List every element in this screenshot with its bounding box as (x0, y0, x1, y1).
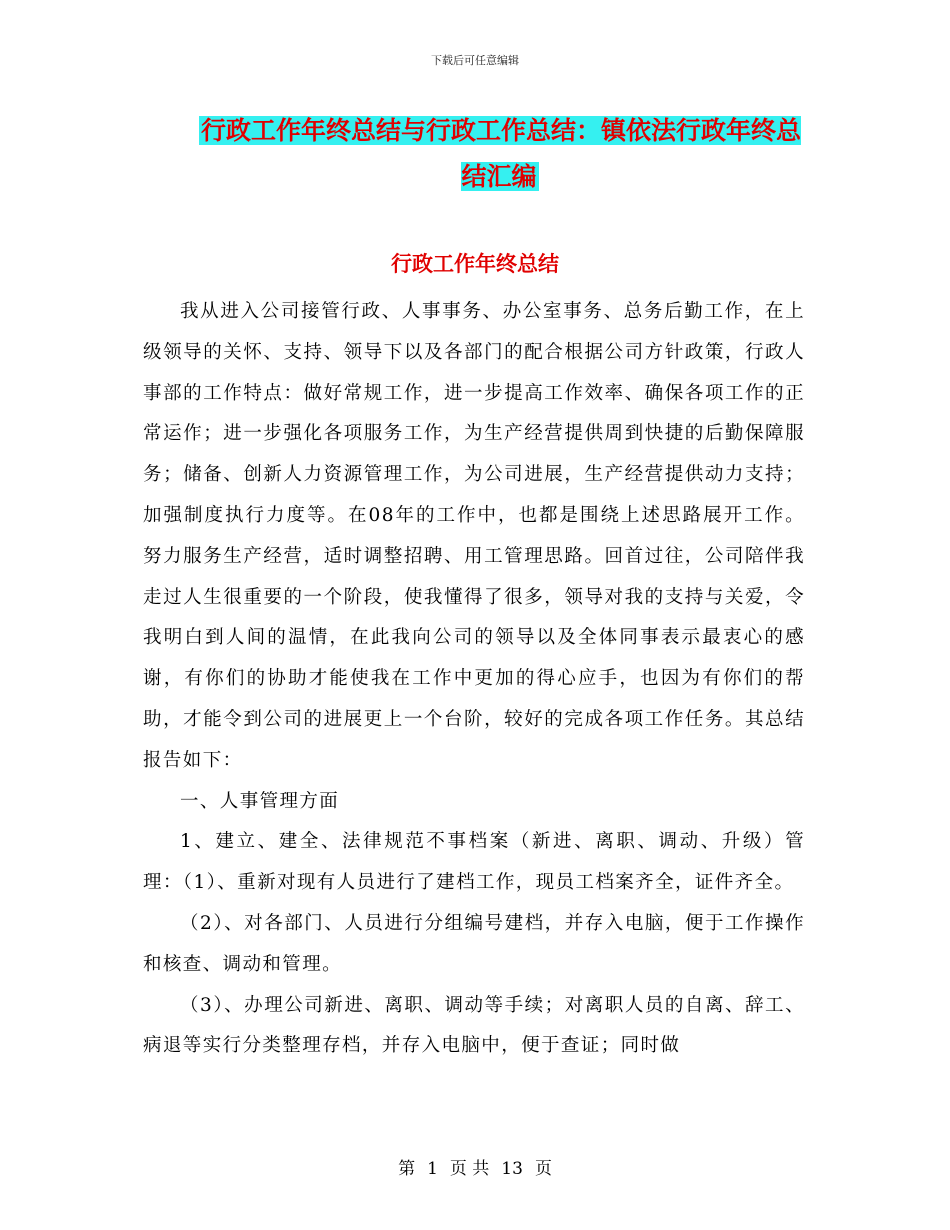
footer-middle: 页 共 (449, 1159, 490, 1179)
section-heading-hr: 一、人事管理方面 (180, 790, 340, 812)
section-title: 行政工作年终总结 (391, 252, 559, 276)
document-title (190, 108, 810, 200)
footer-total-pages: 13 (501, 1159, 523, 1179)
paragraph-item-1: 1、建立、建全、法律规范不事档案（新进、离职、调动、升级）管理：（1）、重新对现有人员进行了建档工作，现员工档案齐全，证件齐全。 (143, 831, 805, 894)
document-body (143, 292, 805, 1067)
footer-suffix: 页 (534, 1159, 552, 1179)
page-header-note: 下载后可任意编辑 (431, 54, 519, 67)
footer-page-number: 1 (427, 1159, 438, 1179)
paragraph-item-2: （2）、对各部门、人员进行分组编号建档，并存入电脑，便于工作操作和核查、调动和管理。 (143, 912, 805, 975)
paragraph-item-3: （3）、办理公司新进、离职、调动等手续；对离职人员的自离、辞工、病退等实行分类整理存档，并存入电脑中，便于查证；同时做 (143, 994, 805, 1057)
page-footer (0, 1154, 950, 1179)
footer-prefix: 第 (398, 1159, 416, 1179)
document-title-text: 行政工作年终总结与行政工作总结：镇依法行政年终总结汇编 (200, 116, 801, 191)
paragraph-intro: 我从进入公司接管行政、人事事务、办公室事务、总务后勤工作，在上级领导的关怀、支持、领导下以及各部门的配合根据公司方针政策，行政人事部的工作特点：做好常规工作，进一步提高工作效率、确保各项工作的正常运作；进一步强化各项服务工作，为生产经营提供周到快捷的后勤保障服务；储备、创新人力资源管理工作，为公司进展，生产经营提供动力支持；加强制度执行力度等。在08年的工作中，也都是围绕上述思路展开工作。努力服务生产经营，适时调整招聘、用工管理思路。回首过往，公司陪伴我走过人生很重要的一个阶段，使我懂得了很多，领导对我的支持与关爱，令我明白到人间的温情，在此我向公司的领导以及全体同事表示最衷心的感谢，有你们的协助才能使我在工作中更加的得心应手，也因为有你们的帮助，才能令到公司的进展更上一个台阶，较好的完成各项工作任务。其总结报告如下： (143, 301, 805, 771)
